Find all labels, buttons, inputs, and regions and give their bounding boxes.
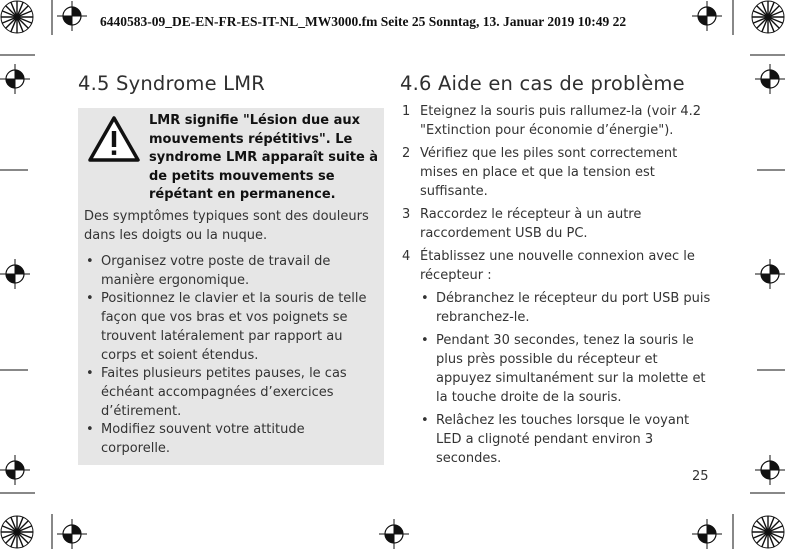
registration-mark-icon: [0, 455, 30, 485]
tips-list: [84, 253, 376, 459]
step-number: 3: [402, 207, 411, 222]
step-item: [400, 102, 712, 140]
step-text: Eteignez la souris puis rallumez-la (voir 4.2 "Extinction pour économie d’énergie").: [420, 104, 702, 138]
star-target-icon: [0, 515, 34, 549]
star-target-icon: [751, 0, 785, 34]
registration-mark-icon: [57, 1, 87, 31]
registration-mark-icon: [692, 519, 722, 549]
step-item: [400, 144, 712, 201]
step-text: Raccordez le récepteur à un autre raccordement USB du PC.: [420, 207, 642, 241]
list-item: • Organisez votre poste de travail de manière ergonomique.: [84, 253, 376, 290]
registration-mark-icon: [0, 259, 30, 289]
section-rsi: [78, 72, 384, 457]
page-number: 25: [692, 469, 709, 484]
list-item: • Faites plusieurs petites pauses, le cas échéant accompagnées d’exercices d’étirement.: [84, 365, 376, 421]
step-text: Vérifiez que les piles sont correctement mises en place et que la tension est suffisante.: [420, 146, 678, 199]
star-target-icon: [751, 515, 785, 549]
registration-mark-icon: [379, 519, 409, 549]
registration-mark-icon: [0, 64, 30, 94]
step-item: [400, 205, 712, 243]
section-title: 4.6 Aide en cas de problème: [400, 72, 685, 95]
registration-mark-icon: [57, 519, 87, 549]
list-item: • Positionnez le clavier et la souris de telle façon que vos bras et vos poignets se trouvent latéralement par rapport au corps et soient étendus.: [84, 290, 376, 365]
star-target-icon: [0, 0, 34, 34]
step-item: [400, 247, 712, 468]
step-number: 4: [402, 249, 411, 264]
symptoms-text: Des symptômes typiques sont des douleurs dans les doigts ou la nuque.: [84, 209, 369, 243]
print-header: 6440583-09_DE-EN-FR-ES-IT-NL_MW3000.fm Seite 25 Sonntag, 13. Januar 2019 10:49 22: [100, 14, 627, 29]
list-item: • Débranchez le récepteur du port USB puis rebranchez-le.: [420, 289, 712, 327]
step-number: 2: [402, 146, 411, 161]
section-title: 4.5 Syndrome LMR: [78, 72, 266, 95]
registration-mark-icon: [755, 64, 785, 94]
sub-steps-list: [420, 289, 712, 468]
steps-list: [400, 102, 712, 472]
step-number: 1: [402, 104, 411, 119]
warning-text: LMR signifie "Lésion due aux mouvements répétitivs". Le syndrome LMR apparaît suite à de petits mouvements se répétant en permanence.: [149, 113, 379, 202]
registration-mark-icon: [755, 259, 785, 289]
list-item: • Pendant 30 secondes, tenez la souris le plus près possible du récepteur et appuyez simultanément sur la molette et la touche droite de la souris.: [420, 331, 712, 407]
registration-mark-icon: [755, 455, 785, 485]
list-item: • Relâchez les touches lorsque le voyant LED a clignoté pendant environ 3 secondes.: [420, 411, 712, 468]
warning-icon: [86, 114, 142, 164]
section-troubleshooting: [400, 72, 712, 466]
list-item: • Modifiez souvent votre attitude corporelle.: [84, 421, 376, 458]
registration-mark-icon: [692, 1, 722, 31]
step-text: Établissez une nouvelle connexion avec le récepteur :: [420, 249, 695, 283]
warning-box: [78, 108, 384, 465]
